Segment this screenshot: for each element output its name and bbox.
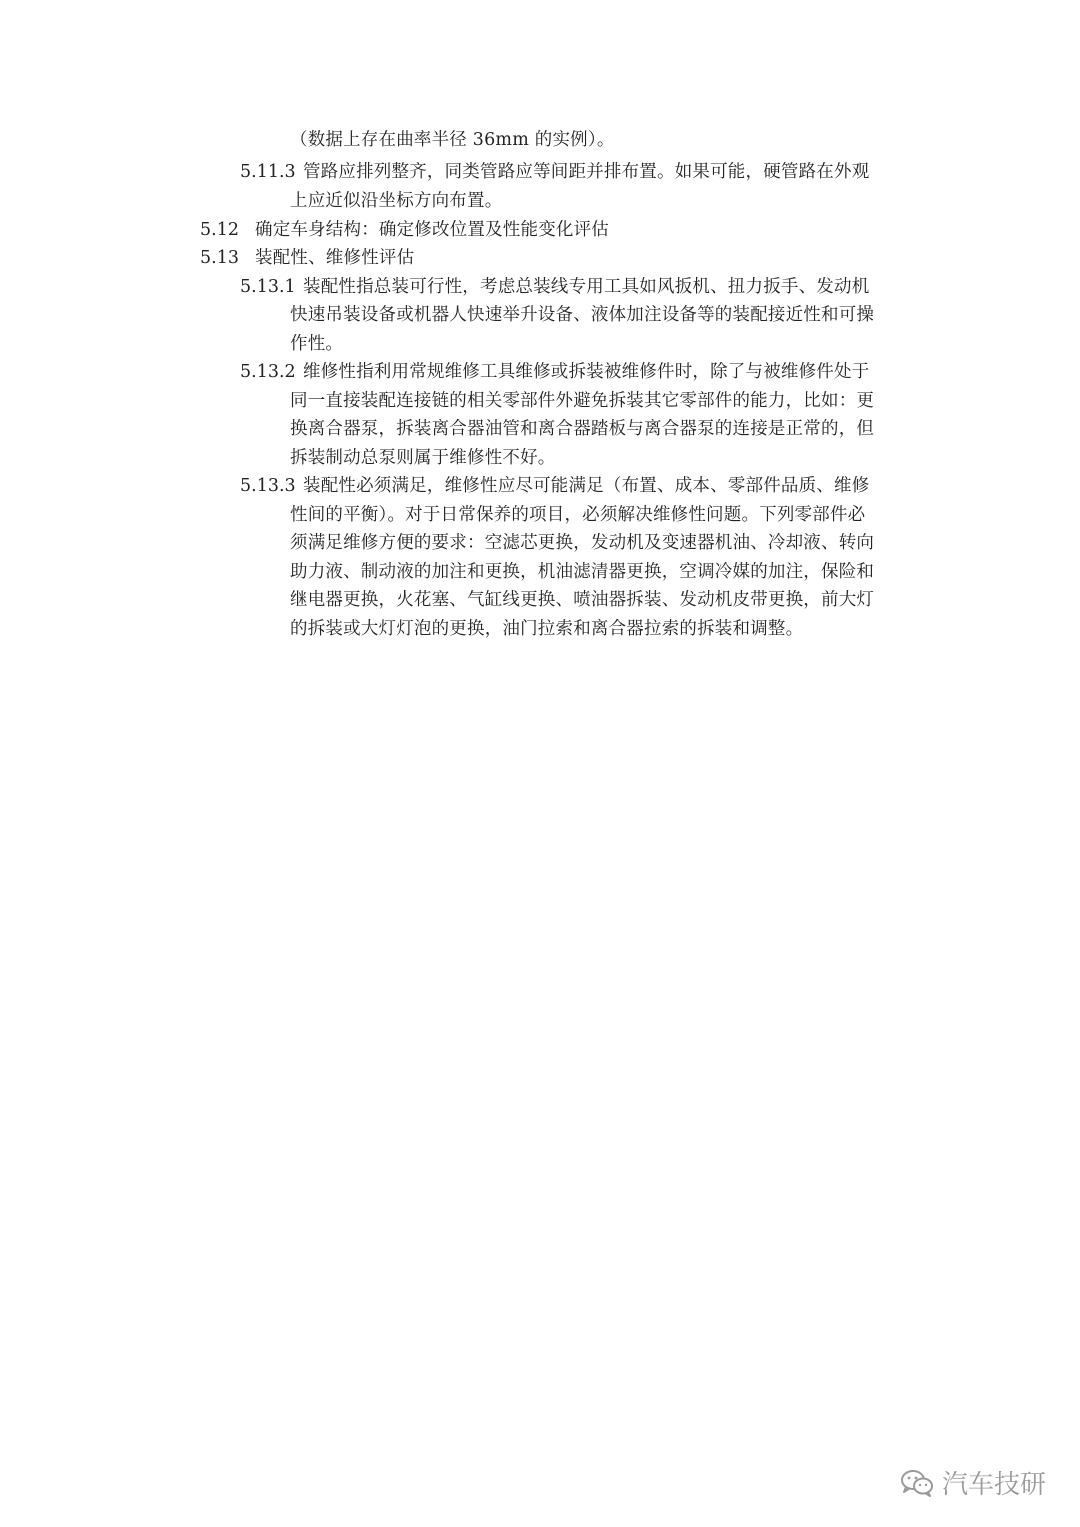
watermark-text: 汽车技研: [941, 1470, 1046, 1500]
text-line: 须满足维修方便的要求：空滤芯更换，发动机及变速器机油、冷却液、转向: [290, 533, 875, 553]
text-line: 维修性指利用常规维修工具维修或拆装被维修件时，除了与被维修件处于: [303, 362, 870, 382]
text-line: （数据上存在曲率半径 36mm 的实例）。: [290, 130, 615, 150]
section-number: 5.13: [200, 248, 239, 268]
section-number: 5.13.1: [240, 277, 296, 297]
text-line: 拆装制动总泵则属于维修性不好。: [290, 448, 556, 468]
text-line: 助力液、制动液的加注和更换，机油滤清器更换，空调冷媒的加注，保险和: [290, 562, 875, 582]
watermark: [900, 1464, 1046, 1501]
text-line: 的拆装或大灯灯泡的更换，油门拉索和离合器拉索的拆装和调整。: [290, 619, 804, 639]
text-line: 作性。: [290, 334, 344, 354]
wechat-icon: [900, 1468, 934, 1498]
text-line: 继电器更换，火花塞、气缸线更换、喷油器拆装、发动机皮带更换，前大灯: [290, 590, 875, 610]
text-line: 性间的平衡）。对于日常保养的项目，必须解决维修性问题。下列零部件必: [290, 505, 866, 525]
text-line: 同一直接装配连接链的相关零部件外避免拆装其它零部件的能力，比如：更: [290, 391, 875, 411]
text-line: 快速吊装设备或机器人快速举升设备、液体加注设备等的装配接近性和可操: [290, 305, 875, 325]
section-number: 5.12: [200, 220, 239, 240]
text-line: 确定车身结构：确定修改位置及性能变化评估: [255, 220, 609, 240]
text-line: 换离合器泵，拆装离合器油管和离合器踏板与离合器泵的连接是正常的，但: [290, 419, 875, 439]
text-line: 上应近似沿坐标方向布置。: [290, 191, 503, 211]
text-line: 装配性指总装可行性，考虑总装线专用工具如风扳机、扭力扳手、发动机: [303, 277, 870, 297]
section-number: 5.11.3: [240, 162, 296, 182]
text-line: 装配性、维修性评估: [255, 248, 415, 268]
section-number: 5.13.2: [240, 362, 296, 382]
text-line: 管路应排列整齐，同类管路应等间距并排布置。如果可能，硬管路在外观: [303, 162, 870, 182]
section-number: 5.13.3: [240, 476, 296, 496]
text-line: 装配性必须满足，维修性应尽可能满足（布置、成本、零部件品质、维修: [303, 476, 870, 496]
